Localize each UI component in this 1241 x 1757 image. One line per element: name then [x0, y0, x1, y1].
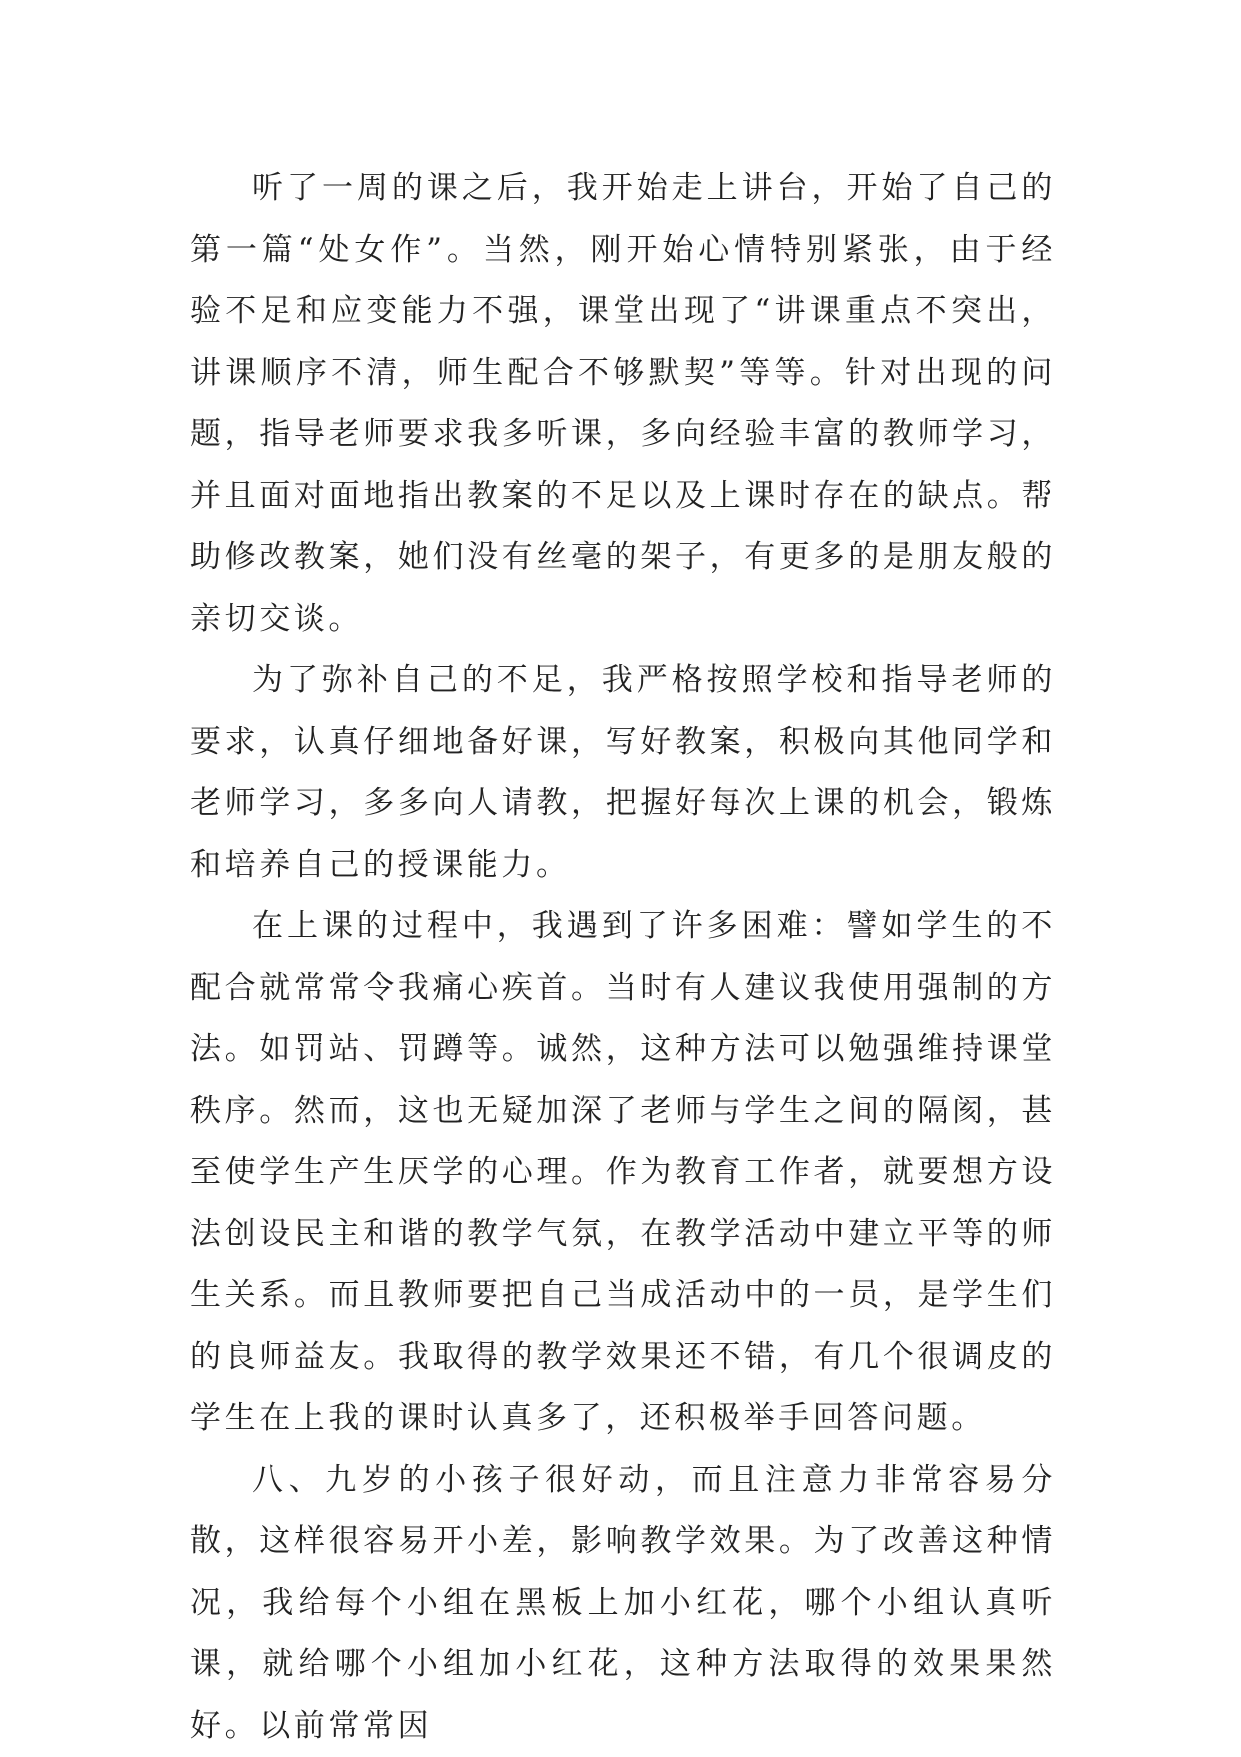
- paragraph: 听了一周的课之后，我开始走上讲台，开始了自己的第一篇“处女作”。当然，刚开始心情特别紧张，由于经验不足和应变能力不强，课堂出现了“讲课重点不突出，讲课顺序不清，师生配合不够默契”等等。针对出现的问题，指导老师要求我多听课，多向经验丰富的教师学习，并且面对面地指出教案的不足以及上课时存在的缺点。帮助修改教案，她们没有丝毫的架子，有更多的是朋友般的亲切交谈。: [190, 158, 1056, 650]
- body-text: [190, 158, 1056, 1757]
- paragraph: 八、九岁的小孩子很好动，而且注意力非常容易分散，这样很容易开小差，影响教学效果。为了改善这种情况，我给每个小组在黑板上加小红花，哪个小组认真听课，就给哪个小组加小红花，这种方法取得的效果果然好。以前常常因: [190, 1450, 1056, 1757]
- paragraph: 为了弥补自己的不足，我严格按照学校和指导老师的要求，认真仔细地备好课，写好教案，积极向其他同学和老师学习，多多向人请教，把握好每次上课的机会，锻炼和培养自己的授课能力。: [190, 650, 1056, 896]
- paragraph: 在上课的过程中，我遇到了许多困难：譬如学生的不配合就常常令我痛心疾首。当时有人建议我使用强制的方法。如罚站、罚蹲等。诚然，这种方法可以勉强维持课堂秩序。然而，这也无疑加深了老师与学生之间的隔阂，甚至使学生产生厌学的心理。作为教育工作者，就要想方设法创设民主和谐的教学气氛，在教学活动中建立平等的师生关系。而且教师要把自己当成活动中的一员，是学生们的良师益友。我取得的教学效果还不错，有几个很调皮的学生在上我的课时认真多了，还积极举手回答问题。: [190, 896, 1056, 1450]
